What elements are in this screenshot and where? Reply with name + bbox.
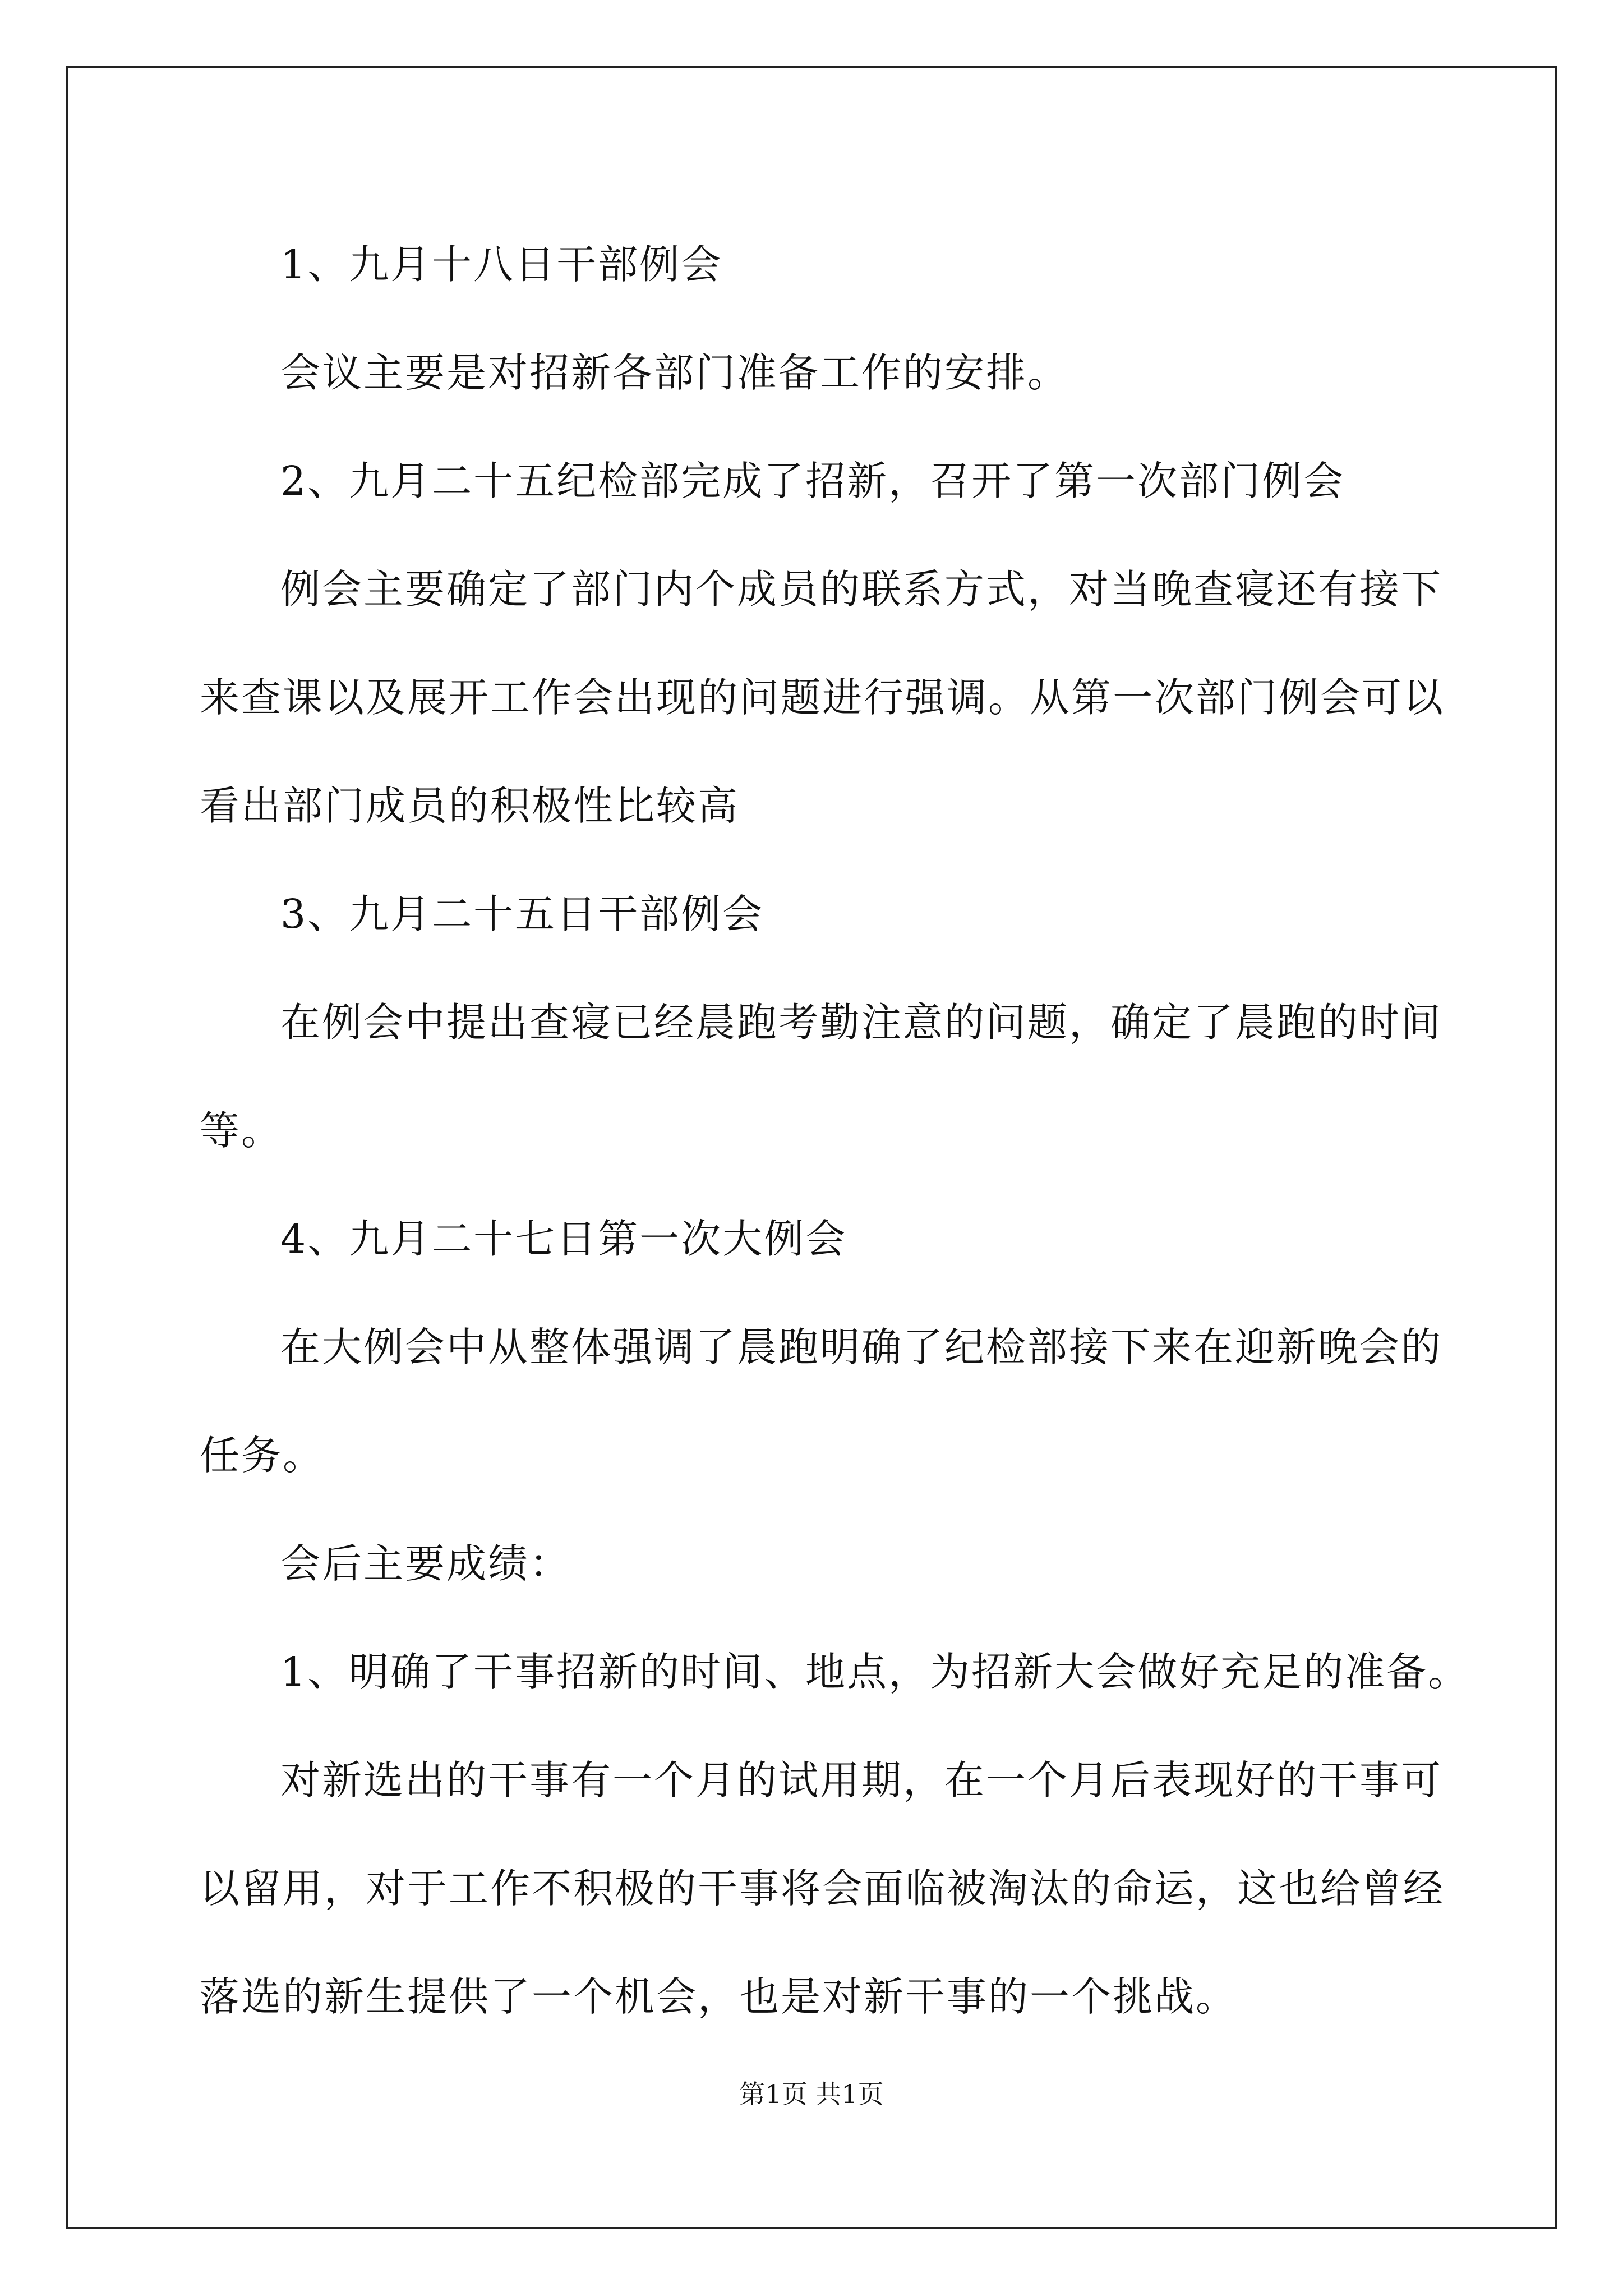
text-line: 看出部门成员的积极性比较高 [200,783,740,829]
paragraph [200,1510,1428,1618]
paragraph [200,1726,1445,2051]
paragraph [200,319,1428,427]
text-line: 4、九月二十七日第一次大例会 [280,1216,847,1262]
text-line: 2、九月二十五纪检部完成了招新，召开了第一次部门例会 [280,458,1345,504]
paragraph [200,860,1428,968]
text-line: 等。 [200,1107,283,1154]
text-line: 任务。 [200,1432,325,1479]
text-line: 对新选出的干事有一个月的试用期，在一个月后表现好的干事可 [280,1757,1443,1803]
text-line: 1、九月十八日干部例会 [280,241,723,288]
paragraph [200,1618,1470,1726]
text-line: 会议主要是对招新各部门准备工作的安排。 [280,349,1069,396]
text-line: 3、九月二十五日干部例会 [280,891,764,937]
text-line: 例会主要确定了部门内个成员的联系方式，对当晚查寝还有接下 [280,566,1443,613]
text-line: 在例会中提出查寝已经晨跑考勤注意的问题，确定了晨跑的时间 [280,999,1443,1046]
text-line: 会后主要成绩： [280,1540,571,1587]
text-line: 1、明确了干事招新的时间、地点，为招新大会做好充足的准备。 [280,1649,1470,1695]
text-line: 在大例会中从整体强调了晨跑明确了纪检部接下来在迎新晚会的 [280,1324,1443,1370]
paragraph [200,210,1428,319]
document-body [200,210,1470,2051]
paragraph [200,1293,1443,1510]
paragraph [200,968,1443,1185]
page-number-footer: 第1页 共1页 [739,2079,884,2109]
text-line: 以留用，对于工作不积极的干事将会面临被淘汰的命运，这也给曾经 [200,1865,1445,1912]
paragraph [200,427,1428,535]
text-line: 来查课以及展开工作会出现的问题进行强调。从第一次部门例会可以 [200,674,1445,721]
text-line: 落选的新生提供了一个机会，也是对新干事的一个挑战。 [200,1973,1238,2020]
paragraph [200,535,1445,860]
paragraph [200,1185,1428,1293]
